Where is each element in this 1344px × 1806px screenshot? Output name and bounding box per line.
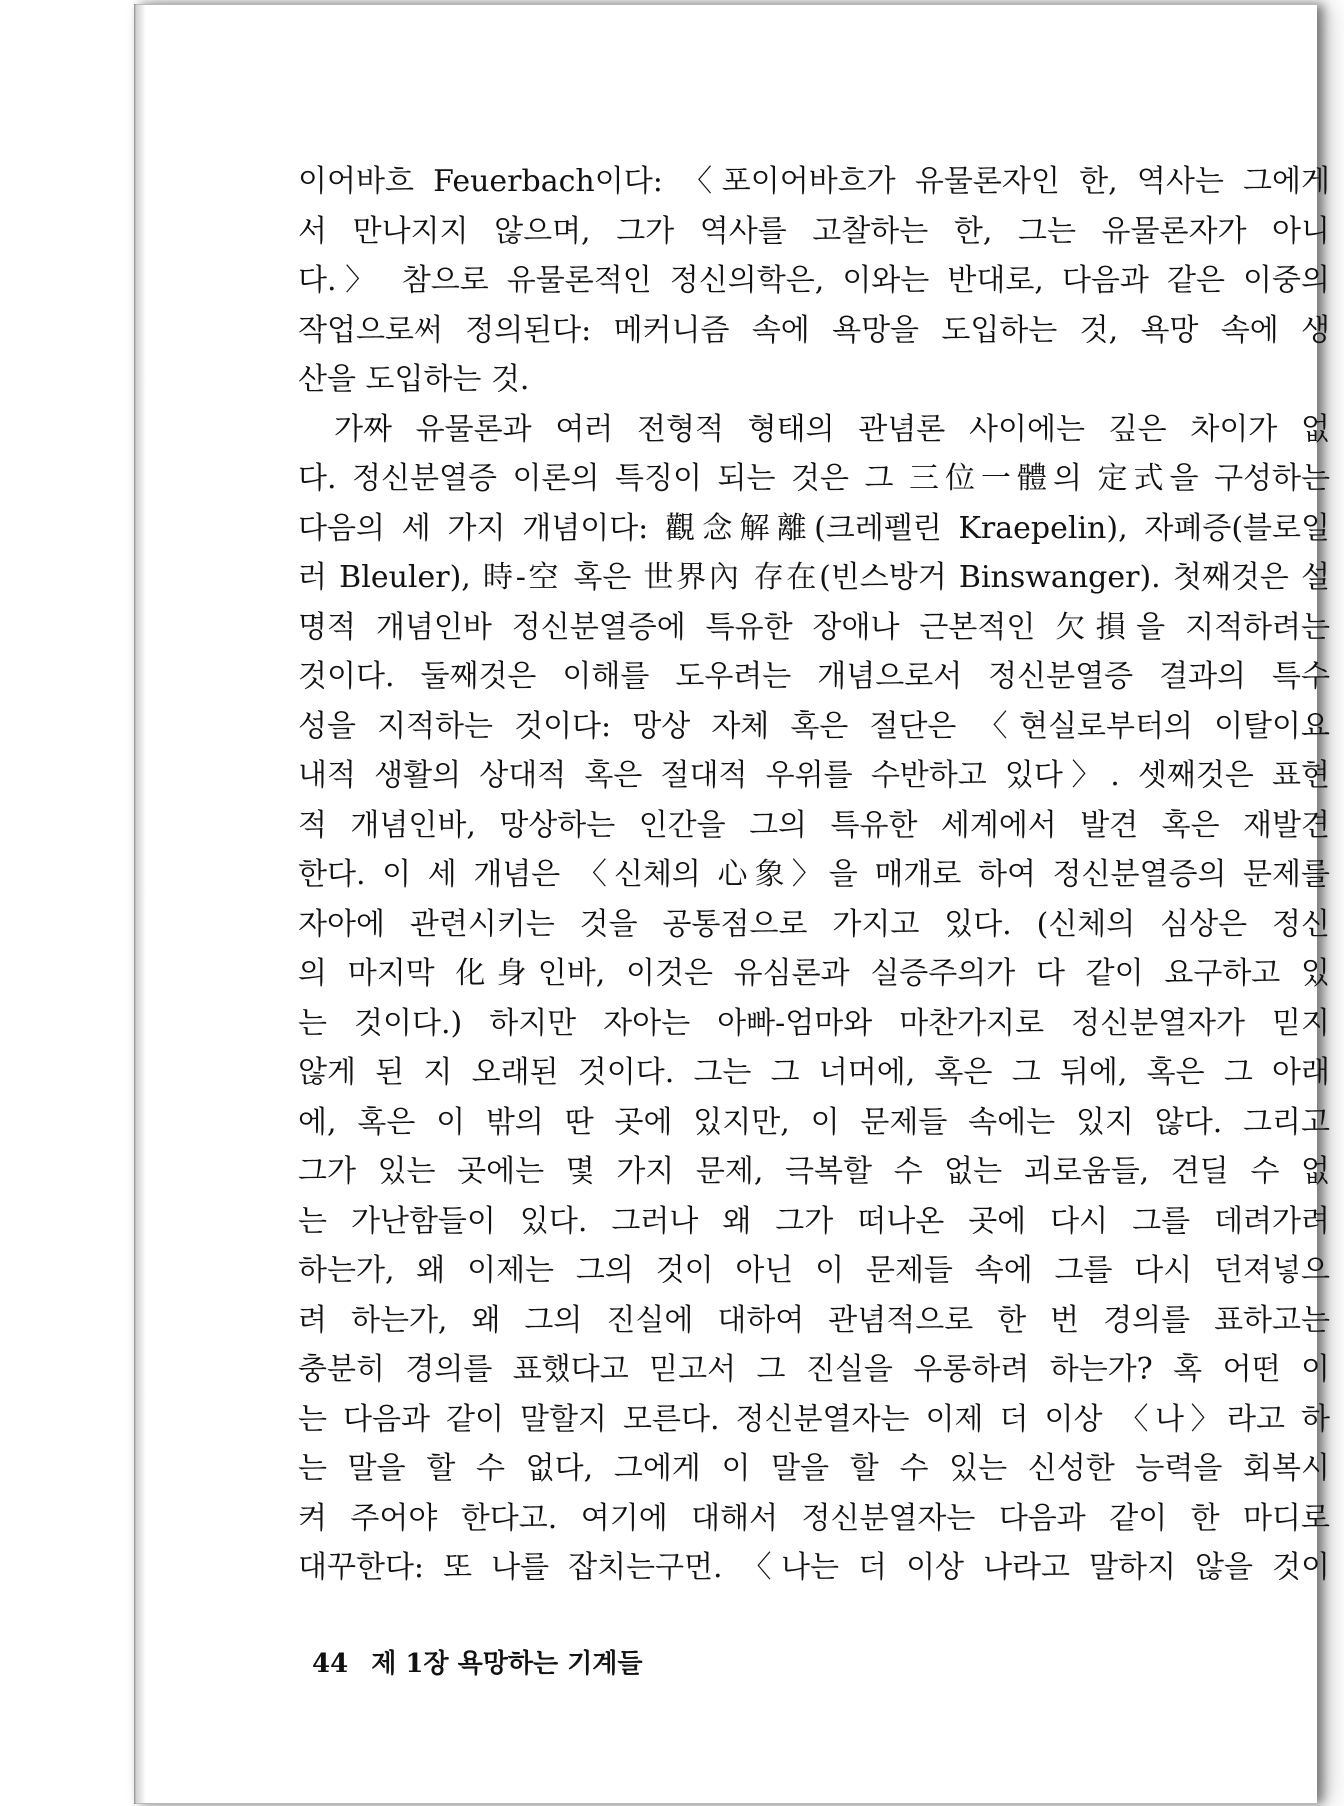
text-line: 않게 된 지 오래된 것이다. 그는 그 너머에, 혹은 그 뒤에, 혹은 그 아래	[298, 1055, 1330, 1090]
body-text	[298, 157, 1330, 1642]
running-chapter-title: 제 1장 욕망하는 기계들	[371, 1649, 643, 1679]
text-line: 작업으로써 정의된다: 메커니즘 속에 욕망을 도입하는 것, 욕망 속에 생	[298, 312, 1330, 348]
text-line: 다. 정신분열증 이론의 특징이 되는 것은 그 三位一體의 定式을 구성하는	[298, 461, 1330, 496]
text-line: 것이다. 둘째것은 이해를 도우려는 개념으로서 정신분열증 결과의 특수	[298, 659, 1330, 694]
text-line: 적 개념인바, 망상하는 인간을 그의 특유한 세계에서 발견 혹은 재발견	[298, 807, 1330, 843]
text-line: 가짜 유물론과 여러 전형적 형태의 관념론 사이에는 깊은 차이가 없	[334, 411, 1330, 447]
text-line: 는 말을 할 수 없다, 그에게 이 말을 할 수 있는 신성한 능력을 회복시	[298, 1451, 1330, 1486]
page-number: 44	[312, 1649, 349, 1679]
text-line: 내적 생활의 상대적 혹은 절대적 우위를 수반하고 있다〉. 셋째것은 표현	[298, 758, 1330, 793]
text-line: 켜 주어야 한다고. 여기에 대해서 정신분열자는 다음과 같이 한 마디로	[298, 1500, 1330, 1536]
text-line: 한다. 이 세 개념은 〈신체의 心象〉을 매개로 하여 정신분열증의 문제를	[298, 857, 1330, 892]
text-line: 자아에 관련시키는 것을 공통점으로 가지고 있다. (신체의 심상은 정신	[298, 906, 1330, 942]
text-line: 다음의 세 가지 개념이다: 觀念解離(크레펠린 Kraepelin), 자폐증(블로일	[298, 510, 1330, 546]
text-line	[298, 1593, 1330, 1643]
book-page	[134, 4, 1330, 1804]
text-line: 성을 지적하는 것이다: 망상 자체 혹은 절단은 〈현실로부터의 이탈이요	[298, 708, 1330, 744]
text-line: 는 가난함들이 있다. 그러나 왜 그가 떠나온 곳에 다시 그를 데려가려	[298, 1203, 1330, 1239]
text-line: 러 Bleuler), 時-空 혹은 世界內 存在(빈스방거 Binswanger). 첫째것은 설	[298, 560, 1330, 595]
text-line: 충분히 경의를 표했다고 믿고서 그 진실을 우롱하려 하는가? 혹 어떤 이	[298, 1352, 1330, 1387]
text-line: 산을 도입하는 것.	[298, 362, 530, 397]
paragraph-2	[298, 405, 1330, 1643]
text-line: 는 다음과 같이 말할지 모른다. 정신분열자는 이제 더 이상 〈나〉라고 하	[298, 1401, 1330, 1437]
text-line: 그가 있는 곳에는 몇 가지 문제, 극복할 수 없는 괴로움들, 견딜 수 없	[298, 1154, 1330, 1189]
text-line: 의 마지막 化身인바, 이것은 유심론과 실증주의가 다 같이 요구하고 있	[298, 956, 1330, 991]
text-line: 에, 혹은 이 밖의 딴 곳에 있지만, 이 문제들 속에는 있지 않다. 그리고	[298, 1104, 1330, 1140]
text-line: 이어바흐 Feuerbach이다: 〈포이어바흐가 유물론자인 한, 역사는 그에게	[298, 164, 1330, 199]
text-line: 려 하는가, 왜 그의 진실에 대하여 관념적으로 한 번 경의를 표하고는	[298, 1302, 1330, 1338]
text-line: 대꾸한다: 또 나를 잡치는구먼. 〈나는 더 이상 나라고 말하지 않을 것이	[298, 1550, 1330, 1585]
text-line: 하는가, 왜 이제는 그의 것이 아닌 이 문제들 속에 그를 다시 던져넣으	[298, 1253, 1330, 1288]
text-line: 명적 개념인바 정신분열증에 특유한 장애나 근본적인 欠損을 지적하려는	[298, 609, 1330, 645]
text-line: 다.〉 참으로 유물론적인 정신의학은, 이와는 반대로, 다음과 같은 이중의	[298, 263, 1330, 298]
text-line: 서 만나지지 않으며, 그가 역사를 고찰하는 한, 그는 유물론자가 아니	[298, 213, 1330, 249]
paragraph-1	[298, 157, 1330, 405]
text-line: 는 것이다.) 하지만 자아는 아빠-엄마와 마찬가지로 정신분열자가 믿지	[298, 1005, 1330, 1041]
page-footer	[312, 1643, 643, 1680]
page-binding-edge	[134, 5, 146, 1803]
